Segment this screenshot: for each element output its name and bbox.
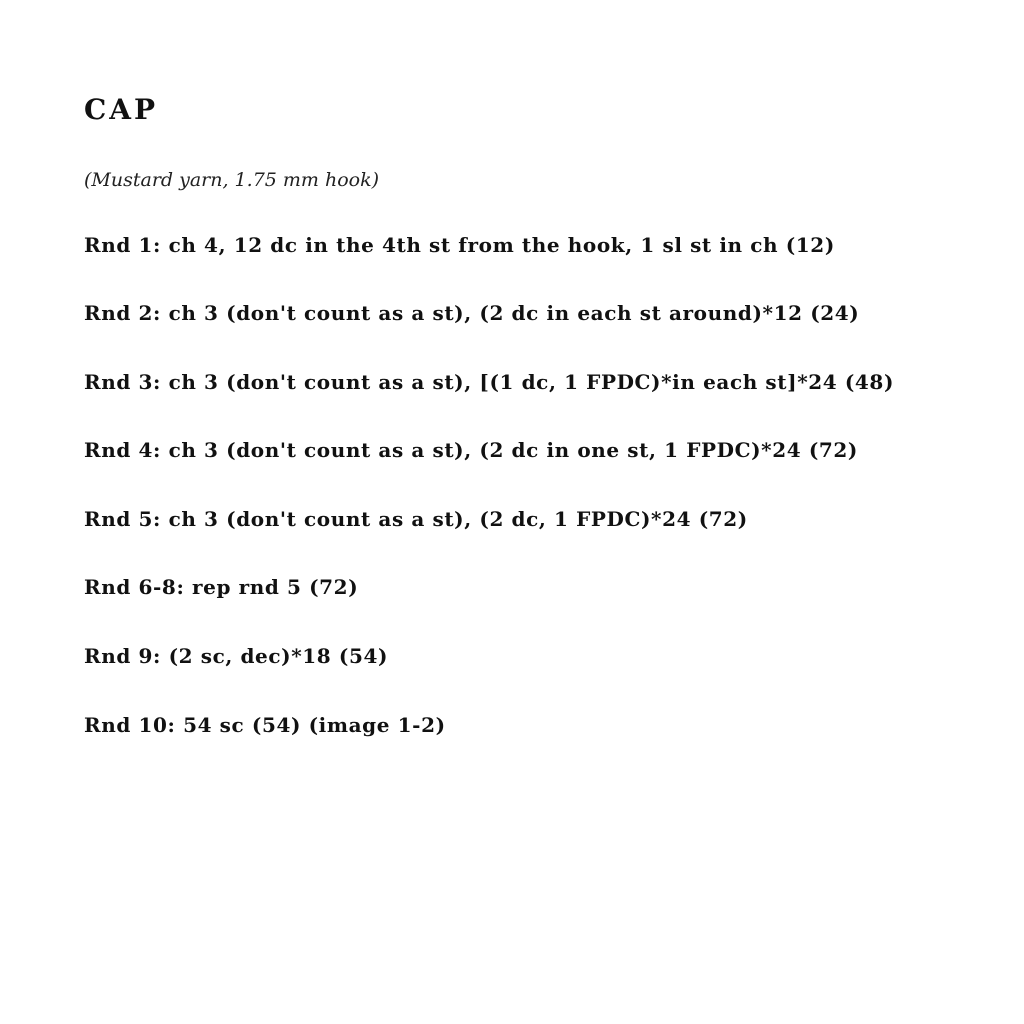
round-5: Rnd 5: ch 3 (don't count as a st), (2 dc, 1 FPDC)*24 (72) [84,507,748,531]
round-9: Rnd 9: (2 sc, dec)*18 (54) [84,644,389,668]
round-10: Rnd 10: 54 sc (54) (image 1-2) [84,713,446,737]
section-title: CAP [84,93,159,126]
round-2: Rnd 2: ch 3 (don't count as a st), (2 dc in each st around)*12 (24) [84,301,860,325]
round-3: Rnd 3: ch 3 (don't count as a st), [(1 dc, 1 FPDC)*in each st]*24 (48) [84,370,895,394]
round-4: Rnd 4: ch 3 (don't count as a st), (2 dc in one st, 1 FPDC)*24 (72) [84,438,858,462]
round-6-8: Rnd 6-8: rep rnd 5 (72) [84,575,359,599]
materials-note: (Mustard yarn, 1.75 mm hook) [84,169,380,191]
round-1: Rnd 1: ch 4, 12 dc in the 4th st from the hook, 1 sl st in ch (12) [84,233,835,257]
